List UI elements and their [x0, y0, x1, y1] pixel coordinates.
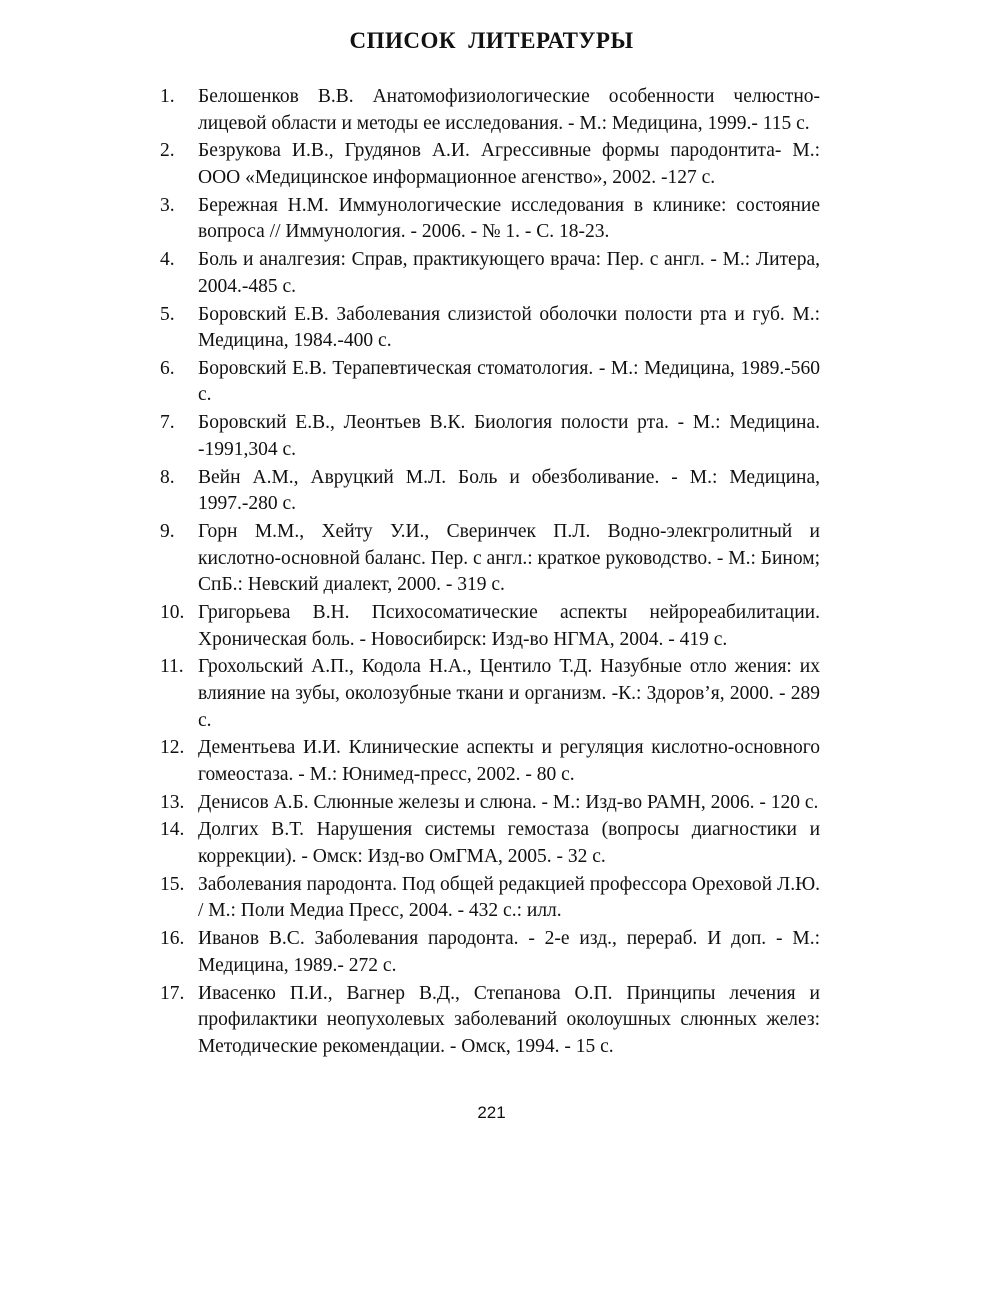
reference-text: Денисов А.Б. Слюнные железы и слюна. - М.: Изд-во РАМН, 2006. - 120 с.	[198, 791, 819, 813]
reference-number: 11.	[160, 656, 184, 678]
reference-number: 2.	[160, 140, 175, 162]
page-title: СПИСОК ЛИТЕРАТУРЫ	[349, 28, 634, 53]
reference-item	[160, 356, 820, 409]
reference-text: Боровский Е.В. Терапевтическая стоматология. - М.: Медицина, 1989.-560 с.	[198, 357, 820, 406]
reference-text: Долгих В.Т. Нарушения системы гемостаза (вопросы диагностики и коррекции). - Омск: Изд-во ОмГМА, 2005. - 32 с.	[198, 819, 820, 868]
reference-number: 7.	[160, 412, 175, 434]
reference-item	[160, 872, 820, 925]
reference-text: Горн М.М., Хейту У.И., Сверинчек П.Л. Водно-элекгролитный и кислотно-основной баланс. Пер. с англ.: краткое руководство. - М.: Бином; СпБ.: Невский диалект, 2000. - 319 с.	[198, 521, 820, 596]
reference-list	[160, 84, 820, 1062]
reference-text: Заболевания пародонта. Под общей редакцией профессора Ореховой Л.Ю. / М.: Поли Медиа Пресс, 2004. - 432 с.: илл.	[198, 873, 820, 922]
reference-item	[160, 193, 820, 246]
reference-item	[160, 302, 820, 355]
reference-item	[160, 790, 820, 817]
reference-item	[160, 519, 820, 599]
reference-text: Вейн А.М., Авруцкий М.Л. Боль и обезболивание. - М.: Медицина, 1997.-280 с.	[198, 466, 820, 515]
reference-text: Дементьева И.И. Клинические аспекты и регуляция кислотно-основного гомеостаза. - М.: Юнимед-пресс, 2002. - 80 с.	[198, 737, 820, 785]
reference-item	[160, 465, 820, 518]
reference-number: 3.	[160, 194, 175, 216]
reference-number: 5.	[160, 303, 175, 325]
reference-number: 1.	[160, 86, 175, 107]
reference-item	[160, 735, 820, 788]
reference-number: 6.	[160, 357, 175, 379]
reference-number: 9.	[160, 521, 175, 542]
reference-number: 12.	[160, 737, 185, 759]
reference-text: Ивасенко П.И., Вагнер В.Д., Степанова О.П. Принципы лечения и профилактики неопухолевых заболеваний околоушных слюнных желез: Методические рекомендации. - Омск, 1994. - 15 с.	[198, 982, 820, 1057]
reference-number: 4.	[160, 249, 175, 271]
reference-item	[160, 138, 820, 191]
reference-text: Боль и аналгезия: Справ, практикующего врача: Пер. с англ. - М.: Литера, 2004.-485 с.	[198, 249, 820, 297]
reference-number: 17.	[160, 982, 185, 1004]
reference-text: Иванов В.С. Заболевания пародонта. - 2-е изд., перераб. И доп. - М.: Медицина, 1989.- 272 с.	[198, 928, 820, 976]
reference-item	[160, 410, 820, 463]
reference-text: Боровский Е.В. Заболевания слизистой оболочки полости рта и губ. М.: Медицина, 1984.-400 с.	[198, 303, 820, 352]
reference-item	[160, 600, 820, 653]
reference-item	[160, 84, 820, 137]
reference-number: 8.	[160, 466, 175, 488]
reference-text: Григорьева В.Н. Психосоматические аспекты нейрореабилитации. Хроническая боль. - Новосибирск: Изд-во НГМА, 2004. - 419 с.	[198, 601, 820, 650]
reference-item	[160, 247, 820, 300]
reference-item	[160, 926, 820, 979]
reference-text: Безрукова И.В., Грудянов А.И. Агрессивные формы пародонтита- М.: ООО «Медицинское информационное агенство», 2002. -127 с.	[198, 140, 820, 188]
reference-text: Боровский Е.В., Леонтьев В.К. Биология полости рта. - М.: Медицина. -1991,304 с.	[198, 412, 820, 460]
reference-item	[160, 817, 820, 870]
reference-number: 13.	[160, 791, 185, 813]
reference-number: 16.	[160, 928, 185, 950]
reference-item	[160, 654, 820, 734]
reference-item	[160, 981, 820, 1061]
reference-text: Грохольский А.П., Кодола Н.А., Центило Т.Д. Назубные отло жения: их влияние на зубы, околозубные ткани и организм. -К.: Здоров’я, 2000. - 289 с.	[198, 656, 820, 731]
reference-text: Белошенков В.В. Анатомофизиологические особенности челюстно-лицевой области и методы ее исследования. - М.: Медицина, 1999.- 115 с.	[198, 86, 820, 134]
reference-number: 15.	[160, 873, 185, 895]
reference-number: 14.	[160, 819, 185, 841]
page-number: 221	[477, 1103, 506, 1122]
reference-text: Бережная Н.М. Иммунологические исследования в клинике: состояние вопроса // Иммунология. - 2006. - № 1. - С. 18-23.	[198, 194, 820, 243]
reference-number: 10.	[160, 601, 185, 623]
